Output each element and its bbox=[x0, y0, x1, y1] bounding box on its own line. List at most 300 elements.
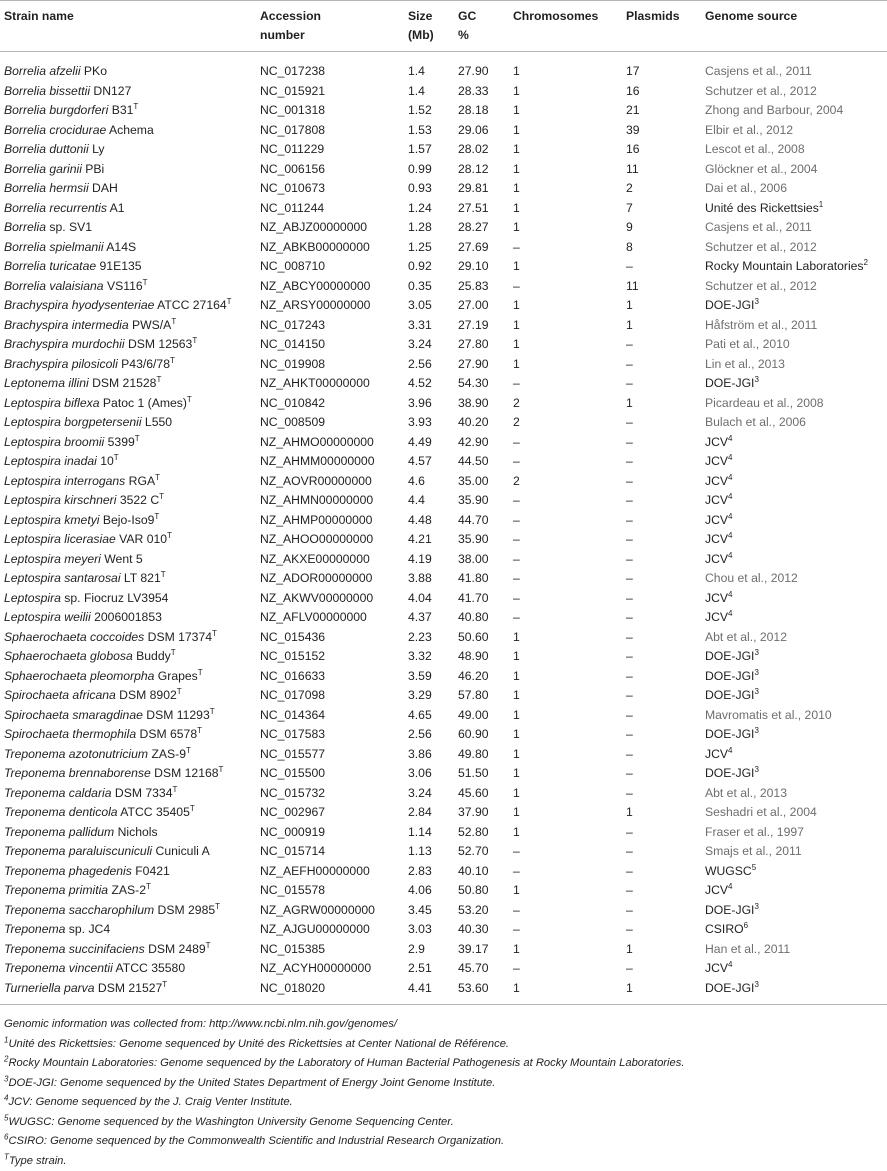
species-name: Treponema saccharophilum bbox=[4, 903, 154, 917]
source-name: JCV bbox=[705, 747, 728, 761]
species-name: Treponema vincentii bbox=[4, 961, 113, 975]
gc-cell: 40.10 bbox=[458, 862, 513, 882]
species-name: Leptonema illini bbox=[4, 376, 89, 390]
type-strain-marker: T bbox=[210, 706, 215, 715]
strain-name-cell bbox=[0, 550, 260, 570]
size-cell: 4.49 bbox=[408, 433, 458, 453]
citation-link[interactable]: Abt et al., 2012 bbox=[705, 630, 787, 644]
genome-source-cell[interactable] bbox=[705, 413, 887, 433]
footnote-marker: 3 bbox=[754, 979, 758, 988]
size-cell: 0.92 bbox=[408, 257, 458, 277]
accession-cell: NZ_ADOR00000000 bbox=[260, 569, 408, 589]
plasmids-cell: – bbox=[626, 745, 705, 765]
gc-cell: 27.90 bbox=[458, 355, 513, 375]
genome-source-cell[interactable] bbox=[705, 52, 887, 82]
type-strain-marker: T bbox=[155, 472, 160, 481]
chromosomes-cell: – bbox=[513, 901, 626, 921]
gc-cell: 35.90 bbox=[458, 491, 513, 511]
accession-cell: NC_016633 bbox=[260, 667, 408, 687]
genome-source-cell[interactable] bbox=[705, 394, 887, 414]
chromosomes-cell: 1 bbox=[513, 179, 626, 199]
citation-link[interactable]: Schutzer et al., 2012 bbox=[705, 84, 817, 98]
plasmids-cell: – bbox=[626, 491, 705, 511]
citation-link[interactable]: Pati et al., 2010 bbox=[705, 337, 790, 351]
header-gc: GC % bbox=[458, 1, 513, 52]
citation-link[interactable]: Lescot et al., 2008 bbox=[705, 142, 805, 156]
footnote-marker: 4 bbox=[728, 960, 732, 969]
plasmids-cell: – bbox=[626, 530, 705, 550]
genome-source-cell bbox=[705, 901, 887, 921]
plasmids-cell: 2 bbox=[626, 179, 705, 199]
strain-name-cell bbox=[0, 413, 260, 433]
species-name: Brachyspira pilosicoli bbox=[4, 357, 118, 371]
accession-cell: NC_000919 bbox=[260, 823, 408, 843]
table-row bbox=[0, 862, 887, 882]
chromosomes-cell: 1 bbox=[513, 881, 626, 901]
genome-source-cell bbox=[705, 433, 887, 453]
genome-source-cell bbox=[705, 881, 887, 901]
citation-link[interactable]: Picardeau et al., 2008 bbox=[705, 396, 824, 410]
strain-designation: ATCC 27164 bbox=[154, 298, 226, 312]
footnote bbox=[4, 1074, 887, 1094]
table-row bbox=[0, 82, 887, 102]
species-name: Borrelia afzelii bbox=[4, 64, 81, 78]
type-strain-marker: T bbox=[114, 453, 119, 462]
species-name: Brachyspira murdochii bbox=[4, 337, 125, 351]
citation-link[interactable]: Seshadri et al., 2004 bbox=[705, 805, 817, 819]
footnote-marker: 4 bbox=[728, 589, 732, 598]
source-name: JCV bbox=[705, 493, 728, 507]
source-name: Unité des Rickettsies bbox=[705, 201, 819, 215]
strain-designation: Achema bbox=[106, 123, 153, 137]
accession-cell: NC_014150 bbox=[260, 335, 408, 355]
size-cell: 1.4 bbox=[408, 52, 458, 82]
genome-source-cell[interactable] bbox=[705, 218, 887, 238]
chromosomes-cell: 2 bbox=[513, 394, 626, 414]
table-row bbox=[0, 394, 887, 414]
gc-cell: 46.20 bbox=[458, 667, 513, 687]
gc-cell: 51.50 bbox=[458, 764, 513, 784]
genome-source-cell bbox=[705, 725, 887, 745]
source-name: JCV bbox=[705, 532, 728, 546]
type-strain-marker: T bbox=[227, 297, 232, 306]
size-cell: 3.96 bbox=[408, 394, 458, 414]
size-cell: 4.6 bbox=[408, 472, 458, 492]
species-name: Sphaerochaeta globosa bbox=[4, 649, 133, 663]
size-cell: 3.45 bbox=[408, 901, 458, 921]
type-strain-marker: T bbox=[162, 979, 167, 988]
gc-cell: 53.60 bbox=[458, 979, 513, 1005]
strain-name-cell bbox=[0, 901, 260, 921]
species-name: Turneriella parva bbox=[4, 981, 95, 995]
species-name: Spirochaeta africana bbox=[4, 688, 116, 702]
footnote-marker: 4 bbox=[728, 745, 732, 754]
type-strain-marker: T bbox=[170, 355, 175, 364]
size-cell: 1.24 bbox=[408, 199, 458, 219]
strain-designation: DSM 8902 bbox=[116, 688, 177, 702]
genome-source-cell[interactable] bbox=[705, 316, 887, 336]
size-cell: 3.31 bbox=[408, 316, 458, 336]
strain-name-cell bbox=[0, 706, 260, 726]
strain-name-cell bbox=[0, 862, 260, 882]
accession-cell: NC_018020 bbox=[260, 979, 408, 1005]
size-cell: 2.23 bbox=[408, 628, 458, 648]
accession-cell: NC_017238 bbox=[260, 52, 408, 82]
source-name: JCV bbox=[705, 474, 728, 488]
gc-cell: 60.90 bbox=[458, 725, 513, 745]
gc-cell: 39.17 bbox=[458, 940, 513, 960]
table-row bbox=[0, 589, 887, 609]
table-row bbox=[0, 121, 887, 141]
source-name: WUGSC bbox=[705, 864, 752, 878]
species-name: Treponema denticola bbox=[4, 805, 118, 819]
plasmids-cell: – bbox=[626, 472, 705, 492]
size-cell: 3.88 bbox=[408, 569, 458, 589]
size-cell: 3.05 bbox=[408, 296, 458, 316]
accession-cell: NC_015732 bbox=[260, 784, 408, 804]
gc-cell: 50.80 bbox=[458, 881, 513, 901]
header-row bbox=[0, 1, 887, 52]
plasmids-cell: 1 bbox=[626, 296, 705, 316]
size-cell: 2.84 bbox=[408, 803, 458, 823]
source-name: DOE-JGI bbox=[705, 649, 754, 663]
chromosomes-cell: 1 bbox=[513, 335, 626, 355]
citation-link[interactable]: Casjens et al., 2011 bbox=[705, 64, 812, 78]
size-cell: 2.56 bbox=[408, 725, 458, 745]
source-name: DOE-JGI bbox=[705, 376, 754, 390]
genome-source-cell[interactable] bbox=[705, 160, 887, 180]
genome-source-cell bbox=[705, 959, 887, 979]
citation-link[interactable]: Bulach et al., 2006 bbox=[705, 415, 806, 429]
source-name: JCV bbox=[705, 513, 728, 527]
plasmids-cell: 16 bbox=[626, 140, 705, 160]
accession-cell: NZ_AHMO00000000 bbox=[260, 433, 408, 453]
type-strain-marker: T bbox=[198, 667, 203, 676]
genome-source-cell bbox=[705, 686, 887, 706]
size-cell: 1.28 bbox=[408, 218, 458, 238]
size-cell: 1.14 bbox=[408, 823, 458, 843]
species-name: Treponema primitia bbox=[4, 883, 108, 897]
genome-source-cell[interactable] bbox=[705, 82, 887, 102]
footnote bbox=[4, 1054, 887, 1074]
footnote bbox=[4, 1093, 887, 1113]
plasmids-cell: – bbox=[626, 901, 705, 921]
gc-cell: 29.10 bbox=[458, 257, 513, 277]
type-strain-marker: T bbox=[192, 336, 197, 345]
plasmids-cell: – bbox=[626, 374, 705, 394]
source-name: DOE-JGI bbox=[705, 298, 754, 312]
footnote-marker: 3 bbox=[754, 687, 758, 696]
genome-source-cell[interactable] bbox=[705, 179, 887, 199]
size-cell: 3.59 bbox=[408, 667, 458, 687]
gc-cell: 53.20 bbox=[458, 901, 513, 921]
genome-source-cell[interactable] bbox=[705, 101, 887, 121]
species-name: Leptospira borgpetersenii bbox=[4, 415, 142, 429]
citation-link[interactable]: Casjens et al., 2011 bbox=[705, 220, 812, 234]
footnote-marker: T bbox=[4, 1152, 9, 1161]
footnote-marker: 2 bbox=[4, 1054, 8, 1063]
strain-name-cell bbox=[0, 725, 260, 745]
table-row bbox=[0, 52, 887, 82]
genome-source-cell[interactable] bbox=[705, 842, 887, 862]
accession-cell: NC_019908 bbox=[260, 355, 408, 375]
species-name: Leptospira santarosai bbox=[4, 571, 121, 585]
genome-source-cell[interactable] bbox=[705, 335, 887, 355]
citation-link[interactable]: Chou et al., 2012 bbox=[705, 571, 798, 585]
table-row bbox=[0, 803, 887, 823]
citation-link[interactable]: Abt et al., 2013 bbox=[705, 786, 787, 800]
accession-cell: NZ_AGRW00000000 bbox=[260, 901, 408, 921]
size-cell: 4.48 bbox=[408, 511, 458, 531]
plasmids-cell: – bbox=[626, 550, 705, 570]
size-cell: 4.52 bbox=[408, 374, 458, 394]
strain-designation: ATCC 35405 bbox=[118, 805, 190, 819]
chromosomes-cell: 1 bbox=[513, 803, 626, 823]
table-row bbox=[0, 511, 887, 531]
accession-cell: NZ_AFLV00000000 bbox=[260, 608, 408, 628]
citation-link[interactable]: Håfström et al., 2011 bbox=[705, 318, 817, 332]
chromosomes-cell: – bbox=[513, 452, 626, 472]
table-row bbox=[0, 238, 887, 258]
table-row bbox=[0, 550, 887, 570]
strain-designation: DSM 6578 bbox=[136, 727, 197, 741]
size-cell: 1.13 bbox=[408, 842, 458, 862]
gc-cell: 52.80 bbox=[458, 823, 513, 843]
footnote-marker: 4 bbox=[728, 550, 732, 559]
species-name: Borrelia recurrentis bbox=[4, 201, 107, 215]
type-strain-marker: T bbox=[172, 784, 177, 793]
strain-designation: sp. Fiocruz LV3954 bbox=[61, 591, 169, 605]
header-strain-name: Strain name bbox=[0, 1, 260, 52]
citation-link[interactable]: Smajs et al., 2011 bbox=[705, 844, 802, 858]
footnote-marker: 4 bbox=[4, 1093, 8, 1102]
footnote bbox=[4, 1132, 887, 1152]
strain-designation: B31 bbox=[108, 103, 133, 117]
table-row bbox=[0, 433, 887, 453]
size-cell: 4.04 bbox=[408, 589, 458, 609]
type-strain-marker: T bbox=[133, 102, 138, 111]
footnote-text: Rocky Mountain Laboratories: Genome sequenced by the Laboratory of Human Bacterial Pathogenesis at Rocky Mountain Laboratories. bbox=[8, 1057, 684, 1069]
source-name: DOE-JGI bbox=[705, 688, 754, 702]
footnote-marker: 3 bbox=[754, 375, 758, 384]
citation-link[interactable]: Elbir et al., 2012 bbox=[705, 123, 793, 137]
citation-link[interactable]: Glöckner et al., 2004 bbox=[705, 162, 817, 176]
size-cell: 0.99 bbox=[408, 160, 458, 180]
strain-designation: LT 821 bbox=[121, 571, 161, 585]
species-name: Treponema brennaborense bbox=[4, 766, 151, 780]
strain-designation: 3522 C bbox=[116, 493, 159, 507]
type-strain-marker: T bbox=[212, 628, 217, 637]
chromosomes-cell: 1 bbox=[513, 52, 626, 82]
source-name: DOE-JGI bbox=[705, 766, 754, 780]
table-row bbox=[0, 199, 887, 219]
chromosomes-cell: – bbox=[513, 959, 626, 979]
citation-link[interactable]: Zhong and Barbour, 2004 bbox=[705, 103, 843, 117]
type-strain-marker: T bbox=[215, 901, 220, 910]
chromosomes-cell: 1 bbox=[513, 784, 626, 804]
strain-name-cell bbox=[0, 218, 260, 238]
type-strain-marker: T bbox=[154, 511, 159, 520]
accession-cell: NC_015714 bbox=[260, 842, 408, 862]
species-name: Treponema pallidum bbox=[4, 825, 114, 839]
genome-source-cell[interactable] bbox=[705, 940, 887, 960]
size-cell: 3.24 bbox=[408, 784, 458, 804]
plasmids-cell: – bbox=[626, 764, 705, 784]
table-row bbox=[0, 647, 887, 667]
strain-designation: Buddy bbox=[133, 649, 171, 663]
genome-source-cell[interactable] bbox=[705, 569, 887, 589]
size-cell: 4.19 bbox=[408, 550, 458, 570]
strain-name-cell bbox=[0, 374, 260, 394]
gc-cell: 40.30 bbox=[458, 920, 513, 940]
genome-source-cell[interactable] bbox=[705, 823, 887, 843]
genome-source-cell bbox=[705, 374, 887, 394]
strain-designation: DSM 17374 bbox=[144, 630, 212, 644]
accession-cell: NZ_AOVR00000000 bbox=[260, 472, 408, 492]
chromosomes-cell: – bbox=[513, 277, 626, 297]
chromosomes-cell: 1 bbox=[513, 823, 626, 843]
species-name: Leptospira bbox=[4, 591, 61, 605]
strain-designation: sp. JC4 bbox=[65, 922, 110, 936]
strain-name-cell bbox=[0, 472, 260, 492]
strain-designation: 5399 bbox=[104, 435, 135, 449]
type-strain-marker: T bbox=[197, 726, 202, 735]
size-cell: 2.9 bbox=[408, 940, 458, 960]
plasmids-cell: – bbox=[626, 452, 705, 472]
genome-source-cell[interactable] bbox=[705, 238, 887, 258]
gc-cell: 54.30 bbox=[458, 374, 513, 394]
accession-cell: NC_006156 bbox=[260, 160, 408, 180]
footnote-marker: 6 bbox=[4, 1132, 8, 1141]
strain-designation: ZAS-9 bbox=[148, 747, 186, 761]
species-name: Leptospira inadai bbox=[4, 454, 97, 468]
strain-name-cell bbox=[0, 52, 260, 82]
gc-cell: 44.70 bbox=[458, 511, 513, 531]
type-strain-marker: T bbox=[167, 531, 172, 540]
accession-cell: NC_015500 bbox=[260, 764, 408, 784]
citation-link[interactable]: Dai et al., 2006 bbox=[705, 181, 787, 195]
plasmids-cell: – bbox=[626, 589, 705, 609]
gc-cell: 40.80 bbox=[458, 608, 513, 628]
size-cell: 1.25 bbox=[408, 238, 458, 258]
accession-cell: NC_011229 bbox=[260, 140, 408, 160]
plasmids-cell: 1 bbox=[626, 316, 705, 336]
source-name: JCV bbox=[705, 454, 728, 468]
chromosomes-cell: 1 bbox=[513, 686, 626, 706]
size-cell: 4.65 bbox=[408, 706, 458, 726]
strain-designation: PKo bbox=[81, 64, 107, 78]
chromosomes-cell: – bbox=[513, 589, 626, 609]
genome-source-cell[interactable] bbox=[705, 277, 887, 297]
genome-source-cell bbox=[705, 472, 887, 492]
table-row bbox=[0, 940, 887, 960]
citation-link[interactable]: Fraser et al., 1997 bbox=[705, 825, 804, 839]
genome-source-cell[interactable] bbox=[705, 784, 887, 804]
strain-name-cell bbox=[0, 355, 260, 375]
genome-source-cell bbox=[705, 647, 887, 667]
strain-name-cell bbox=[0, 257, 260, 277]
citation-link[interactable]: Schutzer et al., 2012 bbox=[705, 279, 817, 293]
strain-designation: VAR 010 bbox=[116, 532, 167, 546]
footnote bbox=[4, 1113, 887, 1133]
accession-cell: NZ_AEFH00000000 bbox=[260, 862, 408, 882]
table-row bbox=[0, 881, 887, 901]
genome-source-cell bbox=[705, 550, 887, 570]
strain-designation: DSM 2985 bbox=[154, 903, 215, 917]
species-name: Treponema phagedenis bbox=[4, 864, 132, 878]
genome-source-cell bbox=[705, 511, 887, 531]
size-cell: 4.4 bbox=[408, 491, 458, 511]
gc-cell: 35.90 bbox=[458, 530, 513, 550]
citation-link[interactable]: Lin et al., 2013 bbox=[705, 357, 785, 371]
size-cell: 1.57 bbox=[408, 140, 458, 160]
gc-cell: 29.06 bbox=[458, 121, 513, 141]
strain-designation: ZAS-2 bbox=[108, 883, 146, 897]
table-row bbox=[0, 413, 887, 433]
source-name: JCV bbox=[705, 610, 728, 624]
genome-source-cell[interactable] bbox=[705, 121, 887, 141]
strain-name-cell bbox=[0, 608, 260, 628]
accession-cell: NZ_ABKB00000000 bbox=[260, 238, 408, 258]
size-cell: 4.37 bbox=[408, 608, 458, 628]
strain-designation: PWS/A bbox=[129, 318, 172, 332]
genome-source-cell[interactable] bbox=[705, 140, 887, 160]
table-row bbox=[0, 491, 887, 511]
table-footnotes bbox=[0, 1005, 887, 1171]
species-name: Treponema azotonutricium bbox=[4, 747, 148, 761]
table-row bbox=[0, 179, 887, 199]
genome-source-cell[interactable] bbox=[705, 706, 887, 726]
genome-source-cell bbox=[705, 491, 887, 511]
plasmids-cell: – bbox=[626, 784, 705, 804]
table-row bbox=[0, 608, 887, 628]
plasmids-cell: – bbox=[626, 862, 705, 882]
genome-source-cell[interactable] bbox=[705, 803, 887, 823]
chromosomes-cell: – bbox=[513, 491, 626, 511]
species-name: Borrelia duttonii bbox=[4, 142, 89, 156]
chromosomes-cell: 1 bbox=[513, 101, 626, 121]
genome-source-cell[interactable] bbox=[705, 355, 887, 375]
source-name: CSIRO bbox=[705, 922, 744, 936]
footnote-text: WUGSC: Genome sequenced by the Washington University Genome Sequencing Center. bbox=[8, 1116, 453, 1128]
strain-designation: RGA bbox=[125, 474, 155, 488]
source-name: JCV bbox=[705, 961, 728, 975]
size-cell: 3.32 bbox=[408, 647, 458, 667]
accession-cell: NC_010673 bbox=[260, 179, 408, 199]
strain-designation: P43/6/78 bbox=[118, 357, 170, 371]
footnote-text: Genomic information was collected from: http://www.ncbi.nlm.nih.gov/genomes/ bbox=[4, 1018, 397, 1030]
genome-source-cell bbox=[705, 862, 887, 882]
accession-cell: NZ_AKWV00000000 bbox=[260, 589, 408, 609]
strain-name-cell bbox=[0, 433, 260, 453]
strain-designation: L550 bbox=[142, 415, 173, 429]
gc-cell: 49.80 bbox=[458, 745, 513, 765]
size-cell: 2.83 bbox=[408, 862, 458, 882]
citation-link[interactable]: Mavromatis et al., 2010 bbox=[705, 708, 832, 722]
chromosomes-cell: – bbox=[513, 569, 626, 589]
table-row bbox=[0, 667, 887, 687]
plasmids-cell: – bbox=[626, 920, 705, 940]
species-name: Leptospira interrogans bbox=[4, 474, 125, 488]
type-strain-marker: T bbox=[177, 687, 182, 696]
citation-link[interactable]: Han et al., 2011 bbox=[705, 942, 790, 956]
table-row bbox=[0, 452, 887, 472]
strain-name-cell bbox=[0, 940, 260, 960]
genome-source-cell[interactable] bbox=[705, 628, 887, 648]
accession-cell: NZ_ABCY00000000 bbox=[260, 277, 408, 297]
plasmids-cell: 1 bbox=[626, 979, 705, 1005]
citation-link[interactable]: Schutzer et al., 2012 bbox=[705, 240, 817, 254]
